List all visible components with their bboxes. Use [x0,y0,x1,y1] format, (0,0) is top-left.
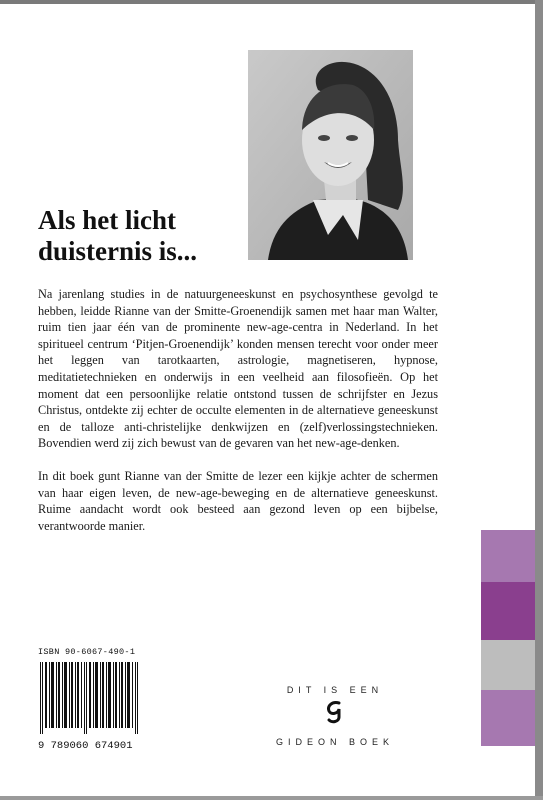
barcode-number: 9 789060 674901 [38,740,133,752]
purple-block-top [481,530,535,582]
author-photo [248,50,413,260]
book-title [38,205,197,267]
back-cover-blurb [38,286,438,550]
isbn-block [38,647,141,752]
barcode [38,662,141,734]
isbn-label: ISBN 90-6067-490-1 [38,647,136,657]
title-line-1: Als het licht [38,205,176,235]
gray-block [481,640,535,690]
blurb-paragraph-1: Na jarenlang studies in de natuurgeneeskunst en psychosynthese gevolgd te hebben, leidde Rianne van der Smitte-Groenendijk samen met haar man Walter, ruim tien jaar één van de prominente new-age-centra in Nederland. In het spiritueel centrum ‘Pitjen-Groenendijk’ konden mensen terecht voor onder meer het leggen van tarotkaarten, astrologie, magnetiseren, hypnose, meditatietechnieken en onderwijs in een veelheid aan filosofieën. Op het moment dat een persoonlijke relatie ontstond tussen de schrijfster en Jezus Christus, ontdekte zij echter de occulte elementen in de alternatieve geneeskunst en de talloze anti-christelijke denkwijzen en (zelf)verlossingstechnieken. Bovendien werd zij zich bewust van de gevaren van het new-age-denken. [38,287,438,451]
page-edge-right [535,0,543,800]
publisher-mark [265,685,405,747]
publisher-line-1: DIT IS EEN [286,685,384,695]
page-edge-bottom [0,796,543,800]
publisher-line-2: GIDEON BOEK [275,737,394,747]
gideon-logo-icon [324,700,346,724]
title-line-2: duisternis is... [38,236,198,266]
blurb-paragraph-2: In dit boek gunt Rianne van der Smitte de lezer een kijkje achter de schermen van haar eigen leven, de new-age-beweging en de alternatieve geneeskunst. Ruime aandacht wordt ook besteed aan gezond leven op een bijbelse, verantwoorde manier. [38,468,438,533]
purple-block-bottom [481,690,535,746]
page-edge-top [0,0,543,4]
purple-block-dark [481,582,535,640]
